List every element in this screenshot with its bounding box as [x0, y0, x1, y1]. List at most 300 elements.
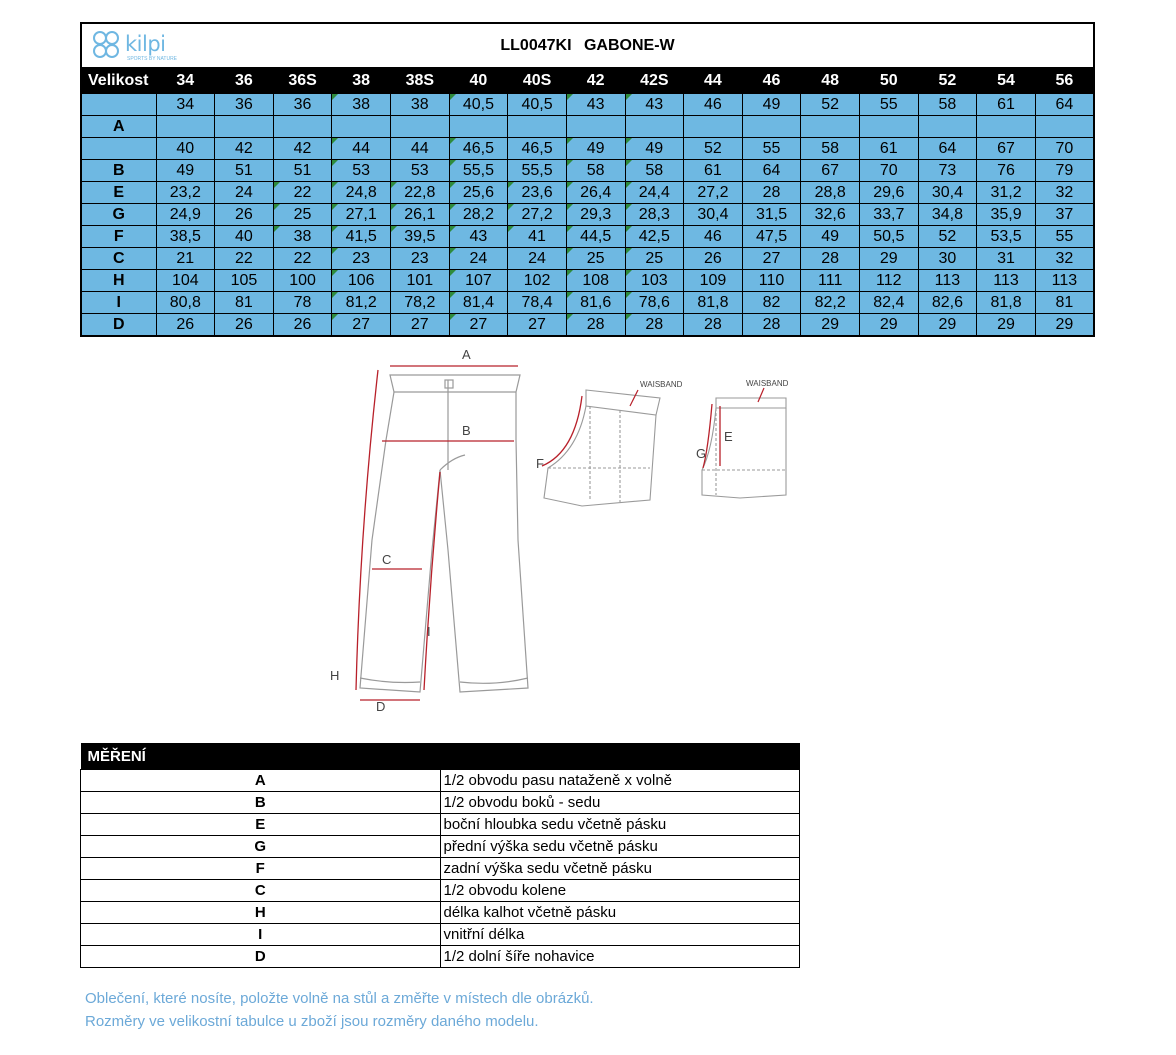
size-value-cell [625, 314, 684, 337]
label-b: B [462, 423, 471, 438]
size-value: 33,7 [873, 205, 905, 223]
measurement-code: F [81, 226, 156, 248]
size-column-header: 44 [684, 68, 743, 94]
comment-marker-icon [567, 226, 573, 232]
size-value-cell [801, 116, 860, 138]
size-value-cell [625, 138, 684, 160]
comment-marker-icon [567, 182, 573, 188]
size-value: 52 [938, 227, 957, 245]
size-value: 28,8 [814, 183, 846, 201]
size-value: 43 [645, 95, 664, 113]
comment-marker-icon [332, 182, 338, 188]
size-value-cell [449, 226, 508, 248]
size-value: 27 [469, 315, 488, 333]
comment-marker-icon [332, 314, 338, 320]
size-value: 81,2 [345, 293, 377, 311]
size-value: 49 [645, 139, 664, 157]
size-value: 28 [762, 315, 781, 333]
size-value-cell [742, 94, 801, 116]
comment-marker-icon [450, 182, 456, 188]
model-dimensions-note: Rozměry ve velikostní tabulce u zboží jsou rozměry daného modelu. [85, 1013, 539, 1030]
measurement-table [80, 743, 800, 968]
size-value: 22,8 [404, 183, 436, 201]
size-row [81, 248, 1094, 270]
size-value-cell [215, 270, 274, 292]
size-header-row [81, 68, 1094, 94]
size-value: 46 [704, 95, 722, 113]
size-value-cell [332, 292, 391, 314]
comment-marker-icon [332, 226, 338, 232]
size-value-cell [918, 116, 977, 138]
size-value: 46,5 [521, 139, 553, 157]
measurement-description: boční hloubka sedu včetně pásku [440, 814, 800, 836]
measurement-code: G [81, 204, 156, 226]
size-value: 42,5 [638, 227, 670, 245]
size-value-cell [742, 116, 801, 138]
label-h: H [330, 668, 340, 683]
size-value-cell [391, 226, 450, 248]
size-row [81, 182, 1094, 204]
size-value: 70 [1055, 139, 1074, 157]
size-value-cell [273, 204, 332, 226]
size-value: 53,5 [990, 227, 1022, 245]
size-value: 28 [704, 315, 722, 333]
size-column-header: 42S [625, 68, 684, 94]
size-value: 32 [1055, 183, 1074, 201]
label-i: I [427, 624, 431, 639]
measurement-code: E [81, 182, 156, 204]
size-value: 31 [997, 249, 1015, 267]
size-value-cell [1035, 292, 1094, 314]
size-value: 55,5 [462, 161, 494, 179]
size-value: 25,6 [462, 183, 494, 201]
size-value: 44 [410, 139, 429, 157]
size-value-cell [391, 182, 450, 204]
chart-header [80, 22, 1095, 67]
size-column-header: 54 [977, 68, 1036, 94]
comment-marker-icon [626, 160, 632, 166]
size-value-cell [391, 116, 450, 138]
size-value-cell [977, 292, 1036, 314]
size-value-cell [449, 182, 508, 204]
size-value: 67 [821, 161, 840, 179]
comment-marker-icon [567, 248, 573, 254]
size-value-cell [684, 182, 743, 204]
size-value: 31,5 [755, 205, 788, 223]
size-value-cell [273, 160, 332, 182]
size-value: 110 [758, 271, 785, 289]
size-value: 78 [293, 293, 312, 311]
size-value: 73 [938, 161, 957, 179]
size-value: 34,8 [931, 205, 963, 223]
size-value: 103 [640, 271, 668, 289]
size-column-header: 48 [801, 68, 860, 94]
label-waistband-2: WAISBAND [746, 379, 789, 388]
size-value-cell [215, 226, 274, 248]
comment-marker-icon [626, 248, 632, 254]
size-value: 22 [235, 249, 253, 267]
comment-marker-icon [332, 204, 338, 210]
size-value: 50,5 [873, 227, 905, 245]
size-value-cell [273, 314, 332, 337]
size-value-cell [215, 314, 274, 337]
comment-marker-icon [391, 182, 397, 188]
size-value: 112 [876, 271, 902, 289]
size-value: 36 [293, 95, 312, 113]
measurement-code: C [81, 880, 441, 902]
size-value-cell [215, 94, 274, 116]
size-value: 113 [993, 271, 1019, 289]
size-value-cell [860, 94, 919, 116]
size-value: 81,6 [580, 293, 612, 311]
size-value-cell [860, 116, 919, 138]
comment-marker-icon [450, 292, 456, 298]
size-value: 34 [176, 95, 195, 113]
measurement-row [81, 770, 800, 792]
size-value-cell [156, 116, 215, 138]
size-value-cell [977, 138, 1036, 160]
size-value-cell [801, 138, 860, 160]
product-name: GABONE-W [583, 37, 675, 54]
size-value-cell [977, 204, 1036, 226]
size-value: 24,4 [638, 183, 670, 201]
comment-marker-icon [332, 94, 338, 100]
size-value: 29 [938, 315, 957, 333]
size-value-cell [860, 314, 919, 337]
size-value: 78,2 [404, 293, 436, 311]
size-value-cell [625, 94, 684, 116]
product-code: LL0047KI [500, 37, 572, 54]
size-value: 26 [176, 315, 195, 333]
size-value-cell [391, 138, 450, 160]
size-value-cell [977, 248, 1036, 270]
size-value: 81,4 [462, 293, 494, 311]
size-value: 111 [818, 271, 843, 289]
size-value: 80,8 [169, 293, 201, 311]
comment-marker-icon [567, 314, 573, 320]
size-value-cell [156, 94, 215, 116]
size-value-cell [684, 138, 743, 160]
label-d: D [376, 699, 386, 714]
size-column-header: 36S [273, 68, 332, 94]
size-value: 22 [293, 249, 312, 267]
size-value: 29,3 [580, 205, 612, 223]
size-value-cell [449, 314, 508, 337]
measurement-code: A [81, 770, 441, 792]
size-value-cell [918, 160, 977, 182]
measurement-row [81, 946, 800, 968]
label-a: A [462, 347, 471, 362]
size-value-cell [215, 138, 274, 160]
brand-tagline: SPORTS BY NATURE [127, 56, 178, 62]
size-value-cell [684, 314, 743, 337]
size-value: 25 [586, 249, 605, 267]
size-value: 64 [938, 139, 957, 157]
size-value-cell [742, 270, 801, 292]
size-value-cell [801, 248, 860, 270]
size-value: 26,1 [404, 205, 436, 223]
size-value-cell [977, 314, 1036, 337]
size-value: 61 [704, 161, 722, 179]
comment-marker-icon [567, 204, 573, 210]
size-value: 47,5 [755, 227, 788, 245]
size-value-cell [449, 116, 508, 138]
size-value-cell [801, 160, 860, 182]
size-value: 108 [582, 271, 610, 289]
comment-marker-icon [332, 292, 338, 298]
size-value-cell [156, 270, 215, 292]
size-value: 28,2 [462, 205, 494, 223]
size-value-cell [1035, 182, 1094, 204]
measuring-note: Oblečení, které nosíte, položte volně na stůl a změřte v místech dle obrázků. [85, 990, 594, 1007]
brand-name: kilpi [125, 32, 166, 56]
size-row [81, 94, 1094, 116]
measurement-body [81, 770, 800, 968]
size-value: 24,8 [345, 183, 377, 201]
size-value-cell [684, 94, 743, 116]
size-value: 27 [762, 249, 781, 267]
size-value: 49 [762, 95, 781, 113]
size-value: 27 [528, 315, 546, 333]
size-value: 28 [645, 315, 664, 333]
size-value-cell [918, 314, 977, 337]
comment-marker-icon [626, 138, 632, 144]
size-value: 42 [293, 139, 312, 157]
comment-marker-icon [450, 314, 456, 320]
size-value: 26,4 [580, 183, 612, 201]
size-value-cell [801, 314, 860, 337]
measurement-description: 1/2 obvodu pasu nataženě x volně [440, 770, 800, 792]
size-column-header: 52 [918, 68, 977, 94]
trousers-measurement-diagram [320, 340, 800, 715]
size-value-cell [1035, 116, 1094, 138]
size-value-cell [391, 292, 450, 314]
size-value-cell [918, 248, 977, 270]
size-value-cell [332, 182, 391, 204]
measurement-description: přední výška sedu včetně pásku [440, 836, 800, 858]
size-value-cell [977, 116, 1036, 138]
size-value-cell [801, 204, 860, 226]
size-value-cell [860, 270, 919, 292]
size-value: 76 [997, 161, 1015, 179]
label-e: E [724, 429, 733, 444]
size-value: 55,5 [521, 161, 553, 179]
comment-marker-icon [567, 160, 573, 166]
measurement-legend [80, 743, 800, 968]
size-value: 29 [821, 315, 840, 333]
measurement-code: B [81, 160, 156, 182]
size-value-cell [332, 270, 391, 292]
size-value: 30 [938, 249, 957, 267]
size-value: 49 [176, 161, 195, 179]
measurement-code: D [81, 314, 156, 337]
size-value-cell [566, 314, 625, 337]
size-value: 24,9 [169, 205, 201, 223]
size-value-cell [273, 116, 332, 138]
size-value-cell [215, 204, 274, 226]
size-value: 78,4 [521, 293, 553, 311]
size-value-cell [449, 138, 508, 160]
size-value: 81 [235, 293, 253, 311]
measurement-row [81, 836, 800, 858]
size-value-cell [508, 116, 567, 138]
size-value: 40,5 [521, 95, 553, 113]
size-value: 113 [934, 271, 961, 289]
size-value: 26 [704, 249, 722, 267]
size-value: 38 [410, 95, 429, 113]
comment-marker-icon [626, 314, 632, 320]
size-value-cell [508, 94, 567, 116]
size-value-cell [566, 182, 625, 204]
size-value: 81 [1055, 293, 1074, 311]
size-value-cell [332, 116, 391, 138]
size-value: 36 [235, 95, 253, 113]
size-value: 82,4 [873, 293, 905, 311]
size-value: 67 [997, 139, 1015, 157]
measurement-code: F [81, 858, 441, 880]
size-value-cell [391, 248, 450, 270]
size-value: 107 [465, 271, 492, 289]
size-value-cell [508, 226, 567, 248]
size-value: 51 [235, 161, 253, 179]
size-value: 26 [235, 205, 253, 223]
size-value-cell [1035, 204, 1094, 226]
size-value: 28 [821, 249, 840, 267]
size-value-cell [215, 116, 274, 138]
size-value: 53 [352, 161, 371, 179]
size-value: 29,6 [873, 183, 905, 201]
measure-lines [356, 366, 518, 700]
size-value-cell [566, 116, 625, 138]
measurement-row [81, 792, 800, 814]
size-value-cell [625, 248, 684, 270]
size-value-cell [684, 248, 743, 270]
size-header-label: Velikost [81, 68, 156, 94]
measurement-code: A [81, 116, 156, 138]
size-value-cell [742, 138, 801, 160]
size-value-cell [742, 248, 801, 270]
size-value: 41 [528, 227, 546, 245]
size-value: 27,1 [345, 205, 377, 223]
size-value-cell [156, 160, 215, 182]
label-g: G [696, 446, 707, 461]
size-column-header: 40S [508, 68, 567, 94]
size-value: 58 [821, 139, 840, 157]
measurement-code: H [81, 270, 156, 292]
size-value-cell [918, 292, 977, 314]
size-value-cell [860, 204, 919, 226]
size-value-cell [273, 270, 332, 292]
size-column-header: 50 [860, 68, 919, 94]
size-value: 79 [1055, 161, 1074, 179]
size-value-cell [566, 248, 625, 270]
size-value: 104 [171, 271, 199, 289]
product-title [82, 37, 1093, 55]
size-table [80, 67, 1095, 337]
size-value: 35,9 [990, 205, 1022, 223]
size-value: 43 [469, 227, 488, 245]
size-value: 106 [347, 271, 375, 289]
size-value: 58 [586, 161, 605, 179]
size-value: 55 [762, 139, 781, 157]
size-value-cell [449, 204, 508, 226]
size-value-cell [156, 138, 215, 160]
size-value-cell [332, 94, 391, 116]
size-value-cell [684, 270, 743, 292]
size-value-cell [215, 248, 274, 270]
comment-marker-icon [332, 248, 338, 254]
size-value-cell [742, 160, 801, 182]
size-value: 40 [235, 227, 253, 245]
size-value-cell [156, 204, 215, 226]
size-value: 44 [352, 139, 371, 157]
size-value: 81,8 [990, 293, 1022, 311]
measurement-code: I [81, 924, 441, 946]
size-value-cell [742, 226, 801, 248]
size-value: 24 [469, 249, 488, 267]
size-value-cell [1035, 270, 1094, 292]
size-value-cell [391, 204, 450, 226]
size-value: 25 [645, 249, 664, 267]
size-value-cell [1035, 314, 1094, 337]
size-value: 55 [1055, 227, 1074, 245]
comment-marker-icon [508, 182, 514, 188]
size-value-cell [273, 138, 332, 160]
size-value: 27,2 [697, 183, 729, 201]
size-value-cell [273, 248, 332, 270]
size-value-cell [684, 160, 743, 182]
comment-marker-icon [450, 226, 456, 232]
comment-marker-icon [450, 248, 456, 254]
comment-marker-icon [391, 204, 397, 210]
size-value-cell [625, 204, 684, 226]
size-value-cell [977, 226, 1036, 248]
size-value-cell [918, 270, 977, 292]
comment-marker-icon [626, 292, 632, 298]
size-value-cell [273, 182, 332, 204]
measurement-description: 1/2 obvodu boků - sedu [440, 792, 800, 814]
size-value-cell [918, 226, 977, 248]
size-value-cell [508, 182, 567, 204]
size-value-cell [273, 94, 332, 116]
comment-marker-icon [567, 270, 573, 276]
size-table-body [81, 94, 1094, 337]
size-value: 49 [586, 139, 605, 157]
measurement-code: I [81, 292, 156, 314]
label-c: C [382, 552, 392, 567]
comment-marker-icon [274, 182, 280, 188]
size-value: 40 [176, 139, 195, 157]
size-row [81, 270, 1094, 292]
size-value: 58 [645, 161, 664, 179]
measurement-description: vnitřní délka [440, 924, 800, 946]
size-value: 29 [879, 315, 898, 333]
size-value-cell [566, 138, 625, 160]
size-value: 21 [176, 249, 195, 267]
size-value: 28 [762, 183, 781, 201]
size-value-cell [332, 226, 391, 248]
size-value-cell [449, 160, 508, 182]
size-value-cell [156, 314, 215, 337]
size-value-cell [742, 182, 801, 204]
size-value: 30,4 [931, 183, 963, 201]
size-column-header: 40 [449, 68, 508, 94]
measurement-code [81, 138, 156, 160]
measurement-row [81, 902, 800, 924]
size-column-header: 56 [1035, 68, 1094, 94]
comment-marker-icon [450, 138, 456, 144]
size-value: 26 [235, 315, 253, 333]
